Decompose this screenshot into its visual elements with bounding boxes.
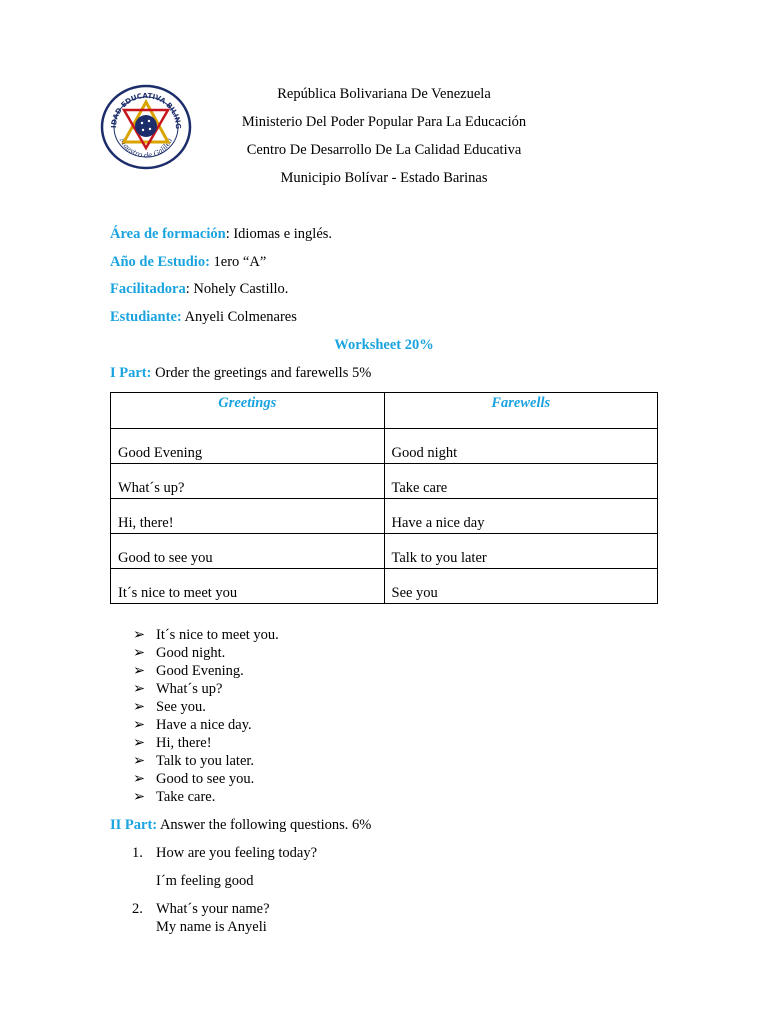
- table-cell: Take care: [384, 464, 658, 499]
- list-item: [133, 716, 279, 734]
- phrases-list: [133, 626, 279, 806]
- table-cell: See you: [384, 569, 658, 604]
- farewells-header: Farewells: [384, 393, 658, 429]
- list-item: [133, 698, 279, 716]
- table-cell: Hi, there!: [111, 499, 385, 534]
- table-cell: Talk to you later: [384, 534, 658, 569]
- list-item-text: Good Evening.: [156, 663, 244, 679]
- table-cell: Good night: [384, 429, 658, 464]
- arrowhead-bullet-icon: ➢: [133, 735, 146, 751]
- table-cell: Good Evening: [111, 429, 385, 464]
- question-number: 1.: [132, 845, 143, 861]
- arrowhead-bullet-icon: ➢: [133, 717, 146, 733]
- header-line-1: República Bolivariana De Venezuela: [277, 86, 491, 102]
- part1-label: I Part:: [110, 365, 152, 381]
- arrowhead-bullet-icon: ➢: [133, 771, 146, 787]
- table-row: [111, 464, 658, 499]
- answer-text: My name is Anyeli: [156, 919, 267, 935]
- arrowhead-bullet-icon: ➢: [133, 789, 146, 805]
- question-text: What´s your name?: [156, 901, 270, 917]
- question-number: 2.: [132, 901, 143, 917]
- header-line-3: Centro De Desarrollo De La Calidad Educativa: [246, 142, 522, 158]
- student-value: Anyeli Colmenares: [181, 309, 297, 325]
- table-cell: Good to see you: [111, 534, 385, 569]
- table-row: [111, 534, 658, 569]
- table-row: [111, 499, 658, 534]
- list-item: [133, 680, 279, 698]
- part1-heading: [110, 365, 371, 382]
- year-field: [110, 254, 266, 271]
- table-cell: It´s nice to meet you: [111, 569, 385, 604]
- list-item-text: Hi, there!: [156, 735, 212, 751]
- area-label: Área de formación: [110, 226, 226, 242]
- list-item-text: It´s nice to meet you.: [156, 627, 279, 643]
- student-label: Estudiante:: [110, 309, 182, 325]
- list-item: [133, 788, 279, 806]
- list-item-text: What´s up?: [156, 681, 223, 697]
- header-line-4: Municipio Bolívar - Estado Barinas: [280, 170, 488, 186]
- list-item-text: See you.: [156, 699, 206, 715]
- school-logo: [100, 84, 192, 170]
- part1-text: Order the greetings and farewells 5%: [151, 365, 372, 381]
- facilitator-field: [110, 281, 288, 298]
- table-cell: Have a nice day: [384, 499, 658, 534]
- logo-arc-text: IDAD EDUCATIVA BILING: [109, 91, 183, 130]
- arrowhead-bullet-icon: ➢: [133, 645, 146, 661]
- arrowhead-bullet-icon: ➢: [133, 699, 146, 715]
- list-item: [133, 734, 279, 752]
- area-value: : Idiomas e inglés.: [225, 226, 333, 242]
- part2-text: Answer the following questions. 6%: [157, 817, 372, 833]
- question-text: How are you feeling today?: [156, 845, 318, 861]
- table-cell: What´s up?: [111, 464, 385, 499]
- area-field: [110, 226, 332, 243]
- logo-bottom-text: Maestro de Galilea: [117, 136, 175, 160]
- arrowhead-bullet-icon: ➢: [133, 681, 146, 697]
- list-item-text: Have a nice day.: [156, 717, 252, 733]
- greetings-header: Greetings: [111, 393, 385, 429]
- worksheet-title: Worksheet 20%: [334, 337, 434, 353]
- facilitator-value: : Nohely Castillo.: [185, 281, 289, 297]
- list-item: [133, 662, 279, 680]
- arrowhead-bullet-icon: ➢: [133, 753, 146, 769]
- list-item: [133, 626, 279, 644]
- year-label: Año de Estudio:: [110, 254, 210, 270]
- table-row: [111, 429, 658, 464]
- student-field: [110, 309, 297, 326]
- list-item: [133, 770, 279, 788]
- list-item-text: Talk to you later.: [156, 753, 255, 769]
- list-item: [133, 752, 279, 770]
- answer-text: I´m feeling good: [156, 873, 254, 889]
- year-value: 1ero “A”: [209, 254, 267, 270]
- list-item-text: Take care.: [156, 789, 216, 805]
- part2-heading: [110, 817, 371, 834]
- list-item: [133, 644, 279, 662]
- facilitator-label: Facilitadora: [110, 281, 186, 297]
- part2-label: II Part:: [110, 817, 158, 833]
- greetings-table: [110, 392, 658, 604]
- table-header-row: [111, 393, 658, 429]
- list-item-text: Good to see you.: [156, 771, 255, 787]
- table-row: [111, 569, 658, 604]
- arrowhead-bullet-icon: ➢: [133, 663, 146, 679]
- arrowhead-bullet-icon: ➢: [133, 627, 146, 643]
- list-item-text: Good night.: [156, 645, 226, 661]
- header-line-2: Ministerio Del Poder Popular Para La Educación: [241, 114, 527, 130]
